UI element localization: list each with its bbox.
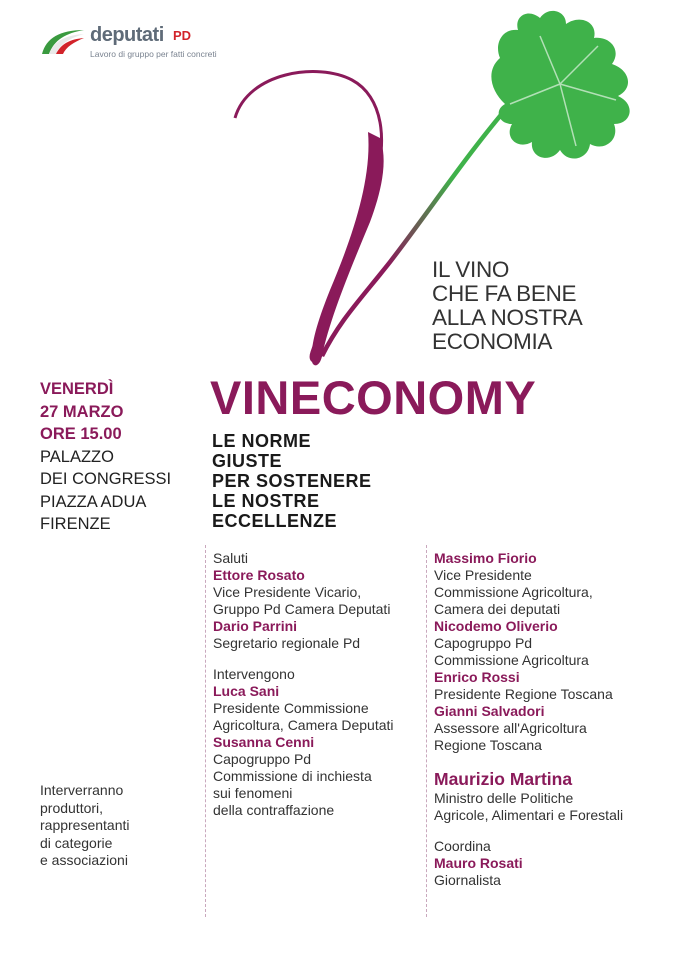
speaker-role: Giornalista (434, 872, 501, 888)
program-left-column (213, 550, 394, 819)
program-right-column (434, 550, 623, 889)
vine-v-illustration (0, 0, 678, 420)
note-line: rappresentanti (40, 817, 130, 833)
event-date: 27 MARZO (40, 402, 124, 421)
tagline-line: ECONOMIA (432, 329, 553, 354)
speaker-role: Gruppo Pd Camera Deputati (213, 601, 391, 617)
speaker-role: Presidente Regione Toscana (434, 686, 613, 702)
logo-tagline: Lavoro di gruppo per fatti concreti (90, 49, 217, 59)
subtitle-line: GIUSTE (212, 451, 283, 471)
speaker-role: Vice Presidente (434, 567, 532, 583)
event-venue-line: FIRENZE (40, 515, 111, 533)
keynote-speaker-name: Maurizio Martina (434, 769, 573, 789)
speaker-role: Vice Presidente Vicario, (213, 584, 362, 600)
event-venue-line: PIAZZA ADUA (40, 492, 147, 511)
tagline-line: IL VINO (432, 257, 510, 282)
event-day: VENERDÌ (40, 380, 114, 398)
speaker-role: Commissione di inchiesta (213, 768, 372, 784)
note-line: e associazioni (40, 852, 128, 868)
speaker-name: Ettore Rosato (213, 567, 305, 583)
subtitle-line: ECCELLENZE (212, 511, 338, 531)
logo-party-mark: PD (173, 28, 192, 43)
speaker-role: della contraffazione (213, 802, 335, 818)
section-label-intervengono: Intervengono (213, 666, 295, 682)
event-subtitle (212, 431, 372, 531)
note-line: Interverranno (40, 782, 124, 798)
speaker-name: Gianni Salvadori (434, 703, 545, 719)
event-venue-line: PALAZZO (40, 447, 114, 466)
speaker-role: sui fenomeni (213, 785, 293, 801)
v-main-stroke (312, 132, 384, 365)
tagline-line: CHE FA BENE (432, 281, 577, 306)
speaker-role: Capogruppo Pd (213, 751, 312, 767)
tagline-line: ALLA NOSTRA (432, 305, 583, 330)
speaker-name: Luca Sani (213, 683, 280, 699)
section-label-coordina: Coordina (434, 838, 491, 854)
column-divider (426, 545, 427, 917)
event-details (40, 378, 171, 536)
speaker-role: Regione Toscana (434, 737, 542, 753)
speaker-role: Commissione Agricoltura, (434, 584, 593, 600)
section-label-saluti: Saluti (213, 550, 249, 566)
tagline (432, 258, 583, 354)
speaker-name: Mauro Rosati (434, 855, 523, 871)
speaker-name: Enrico Rossi (434, 669, 520, 685)
note-line: di categorie (40, 834, 113, 851)
event-title: VINECONOMY (210, 371, 537, 424)
note-line: produttori, (40, 799, 104, 816)
speaker-role: Commissione Agricoltura (434, 652, 589, 668)
speaker-role: Capogruppo Pd (434, 635, 533, 651)
subtitle-line: LE NOSTRE (212, 491, 320, 511)
event-venue-line: DEI CONGRESSI (40, 470, 172, 488)
logo-name: deputati (90, 24, 164, 46)
column-divider (205, 545, 206, 917)
participants-note (40, 782, 130, 870)
speaker-role: Agricoltura, Camera Deputati (213, 717, 394, 733)
speaker-name: Dario Parrini (213, 618, 298, 634)
speaker-name: Massimo Fiorio (434, 550, 537, 566)
event-time: ORE 15.00 (40, 425, 122, 443)
subtitle-line: PER SOSTENERE (212, 471, 372, 491)
speaker-role: Presidente Commissione (213, 700, 369, 716)
speaker-name: Susanna Cenni (213, 734, 315, 750)
speaker-role: Agricole, Alimentari e Forestali (434, 807, 624, 823)
speaker-role: Ministro delle Politiche (434, 790, 574, 806)
speaker-role: Assessore all'Agricoltura (434, 720, 587, 736)
speaker-name: Nicodemo Oliverio (434, 618, 558, 634)
speaker-role: Segretario regionale Pd (213, 635, 361, 651)
speaker-role: Camera dei deputati (434, 601, 561, 617)
subtitle-line: LE NORME (212, 431, 312, 451)
